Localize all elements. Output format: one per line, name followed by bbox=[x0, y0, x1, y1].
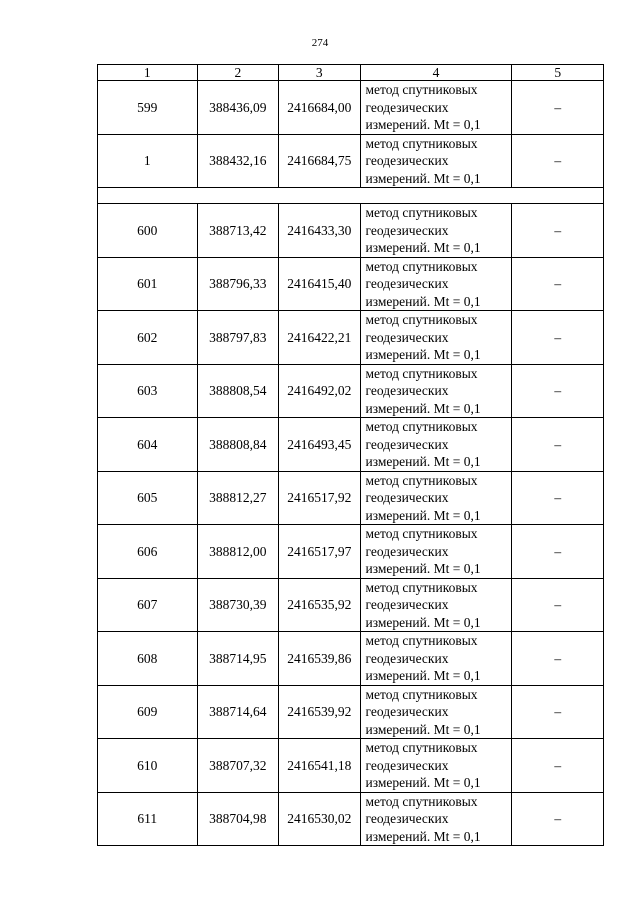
dash-mark: – bbox=[554, 811, 562, 826]
point-number-cell: 608 bbox=[98, 632, 198, 686]
x-coordinate-cell: 388432,16 bbox=[197, 134, 278, 188]
method-line: геодезических bbox=[365, 704, 449, 719]
table-row bbox=[98, 525, 604, 579]
method-line: метод спутниковых bbox=[365, 82, 478, 97]
dash-mark: – bbox=[554, 383, 562, 398]
coordinates-table bbox=[97, 64, 604, 846]
method-cell bbox=[360, 418, 512, 472]
method-cell bbox=[360, 525, 512, 579]
header-cell-5: 5 bbox=[512, 65, 604, 81]
y-coordinate-cell: 2416492,02 bbox=[279, 364, 360, 418]
method-line: геодезических bbox=[365, 543, 449, 559]
description-cell bbox=[512, 578, 604, 632]
description-cell bbox=[512, 471, 604, 525]
y-coordinate-cell: 2416517,97 bbox=[279, 525, 360, 579]
table-row bbox=[98, 685, 604, 739]
x-coordinate-cell: 388808,54 bbox=[197, 364, 278, 418]
method-line: геодезических bbox=[365, 222, 449, 238]
x-coordinate-cell: 388707,32 bbox=[197, 739, 278, 793]
x-coordinate-cell: 388812,00 bbox=[197, 525, 278, 579]
table-row bbox=[98, 578, 604, 632]
y-coordinate-cell: 2416539,86 bbox=[279, 632, 360, 686]
x-coordinate-cell: 388808,84 bbox=[197, 418, 278, 472]
y-coordinate-cell: 2416684,00 bbox=[279, 81, 360, 135]
description-cell bbox=[512, 81, 604, 135]
header-cell-2: 2 bbox=[197, 65, 278, 81]
x-coordinate-cell: 388714,64 bbox=[197, 685, 278, 739]
header-cell-4: 4 bbox=[360, 65, 512, 81]
description-cell bbox=[512, 632, 604, 686]
method-line: измерений. Mt = 0,1 bbox=[365, 293, 481, 309]
method-line: метод спутниковых bbox=[365, 526, 478, 541]
dash-mark: – bbox=[554, 757, 562, 773]
separator-cell bbox=[98, 188, 604, 204]
y-coordinate-cell: 2416422,21 bbox=[279, 311, 360, 365]
point-number-cell: 610 bbox=[98, 739, 198, 793]
point-number-cell: 606 bbox=[98, 525, 198, 579]
point-number-cell: 600 bbox=[98, 204, 198, 258]
point-number-cell: 607 bbox=[98, 578, 198, 632]
description-cell bbox=[512, 418, 604, 472]
y-coordinate-cell: 2416493,45 bbox=[279, 418, 360, 472]
method-line: геодезических bbox=[365, 597, 449, 612]
point-number-cell: 611 bbox=[98, 792, 198, 846]
point-number-cell: 1 bbox=[98, 134, 198, 188]
method-line: измерений. Mt = 0,1 bbox=[365, 668, 481, 683]
dash-mark: – bbox=[554, 329, 562, 345]
x-coordinate-cell: 388797,83 bbox=[197, 311, 278, 365]
y-coordinate-cell: 2416530,02 bbox=[279, 792, 360, 846]
dash-mark: – bbox=[554, 99, 562, 115]
x-coordinate-cell: 388714,95 bbox=[197, 632, 278, 686]
method-cell bbox=[360, 257, 512, 311]
description-cell bbox=[512, 364, 604, 418]
table-row bbox=[98, 204, 604, 258]
method-line: геодезических bbox=[365, 436, 449, 452]
method-cell bbox=[360, 739, 512, 793]
method-line: метод спутниковых bbox=[365, 633, 478, 648]
method-cell bbox=[360, 134, 512, 188]
method-line: метод спутниковых bbox=[365, 419, 478, 434]
table-row bbox=[98, 739, 604, 793]
method-line: геодезических bbox=[365, 650, 449, 666]
y-coordinate-cell: 2416541,18 bbox=[279, 739, 360, 793]
table-row bbox=[98, 134, 604, 188]
point-number-cell: 603 bbox=[98, 364, 198, 418]
table-row bbox=[98, 471, 604, 525]
method-line: геодезических bbox=[365, 383, 449, 398]
point-number-cell: 609 bbox=[98, 685, 198, 739]
method-cell bbox=[360, 632, 512, 686]
method-line: метод спутниковых bbox=[365, 205, 478, 220]
method-line: метод спутниковых bbox=[365, 472, 478, 488]
point-number-cell: 605 bbox=[98, 471, 198, 525]
description-cell bbox=[512, 257, 604, 311]
method-line: геодезических bbox=[365, 99, 449, 115]
point-number-cell: 602 bbox=[98, 311, 198, 365]
method-cell bbox=[360, 471, 512, 525]
method-cell bbox=[360, 578, 512, 632]
method-line: измерений. Mt = 0,1 bbox=[365, 507, 481, 523]
x-coordinate-cell: 388812,27 bbox=[197, 471, 278, 525]
description-cell bbox=[512, 311, 604, 365]
method-line: измерений. Mt = 0,1 bbox=[365, 561, 481, 576]
method-line: измерений. Mt = 0,1 bbox=[365, 240, 481, 255]
table-body bbox=[98, 65, 604, 846]
y-coordinate-cell: 2416517,92 bbox=[279, 471, 360, 525]
table-row bbox=[98, 364, 604, 418]
method-cell bbox=[360, 204, 512, 258]
method-line: метод спутниковых bbox=[365, 312, 478, 327]
dash-mark: – bbox=[554, 543, 562, 559]
dash-mark: – bbox=[554, 490, 562, 505]
description-cell bbox=[512, 792, 604, 846]
table-header-row bbox=[98, 65, 604, 81]
description-cell bbox=[512, 204, 604, 258]
method-line: метод спутниковых bbox=[365, 258, 478, 274]
separator-row bbox=[98, 188, 604, 204]
x-coordinate-cell: 388796,33 bbox=[197, 257, 278, 311]
description-cell bbox=[512, 739, 604, 793]
method-line: геодезических bbox=[365, 811, 449, 826]
method-cell bbox=[360, 81, 512, 135]
dash-mark: – bbox=[554, 704, 562, 719]
method-line: геодезических bbox=[365, 490, 449, 505]
method-line: геодезических bbox=[365, 153, 449, 168]
method-line: измерений. Mt = 0,1 bbox=[365, 721, 481, 737]
point-number-cell: 604 bbox=[98, 418, 198, 472]
description-cell bbox=[512, 134, 604, 188]
table-row bbox=[98, 257, 604, 311]
y-coordinate-cell: 2416684,75 bbox=[279, 134, 360, 188]
dash-mark: – bbox=[554, 436, 562, 452]
y-coordinate-cell: 2416415,40 bbox=[279, 257, 360, 311]
point-number-cell: 599 bbox=[98, 81, 198, 135]
y-coordinate-cell: 2416433,30 bbox=[279, 204, 360, 258]
table-row bbox=[98, 418, 604, 472]
method-line: метод спутниковых bbox=[365, 740, 478, 755]
dash-mark: – bbox=[554, 650, 562, 666]
method-line: измерений. Mt = 0,1 bbox=[365, 614, 481, 630]
method-cell bbox=[360, 311, 512, 365]
page-number: 274 bbox=[311, 37, 329, 49]
dash-mark: – bbox=[554, 597, 562, 612]
method-line: измерений. Mt = 0,1 bbox=[365, 454, 481, 469]
table-row bbox=[98, 81, 604, 135]
method-line: измерений. Mt = 0,1 bbox=[365, 400, 481, 416]
table-row bbox=[98, 311, 604, 365]
description-cell bbox=[512, 525, 604, 579]
dash-mark: – bbox=[554, 222, 562, 238]
method-cell bbox=[360, 792, 512, 846]
method-line: метод спутниковых bbox=[365, 579, 478, 595]
x-coordinate-cell: 388713,42 bbox=[197, 204, 278, 258]
method-line: геодезических bbox=[365, 276, 449, 291]
method-line: метод спутниковых bbox=[365, 686, 478, 702]
method-line: метод спутниковых bbox=[365, 135, 478, 151]
method-line: измерений. Mt = 0,1 bbox=[365, 170, 481, 186]
method-cell bbox=[360, 685, 512, 739]
method-line: метод спутниковых bbox=[365, 793, 478, 809]
table-row bbox=[98, 632, 604, 686]
header-cell-1: 1 bbox=[98, 65, 198, 81]
method-cell bbox=[360, 364, 512, 418]
dash-mark: – bbox=[554, 276, 562, 291]
header-cell-3: 3 bbox=[279, 65, 360, 81]
x-coordinate-cell: 388436,09 bbox=[197, 81, 278, 135]
x-coordinate-cell: 388730,39 bbox=[197, 578, 278, 632]
method-line: геодезических bbox=[365, 757, 449, 773]
y-coordinate-cell: 2416535,92 bbox=[279, 578, 360, 632]
point-number-cell: 601 bbox=[98, 257, 198, 311]
method-line: измерений. Mt = 0,1 bbox=[365, 347, 481, 362]
method-line: измерений. Mt = 0,1 bbox=[365, 775, 481, 790]
method-line: геодезических bbox=[365, 329, 449, 345]
description-cell bbox=[512, 685, 604, 739]
table-row bbox=[98, 792, 604, 846]
method-line: метод спутниковых bbox=[365, 365, 478, 381]
x-coordinate-cell: 388704,98 bbox=[197, 792, 278, 846]
dash-mark: – bbox=[554, 153, 562, 168]
method-line: измерений. Mt = 0,1 bbox=[365, 828, 481, 844]
method-line: измерений. Mt = 0,1 bbox=[365, 117, 481, 132]
y-coordinate-cell: 2416539,92 bbox=[279, 685, 360, 739]
